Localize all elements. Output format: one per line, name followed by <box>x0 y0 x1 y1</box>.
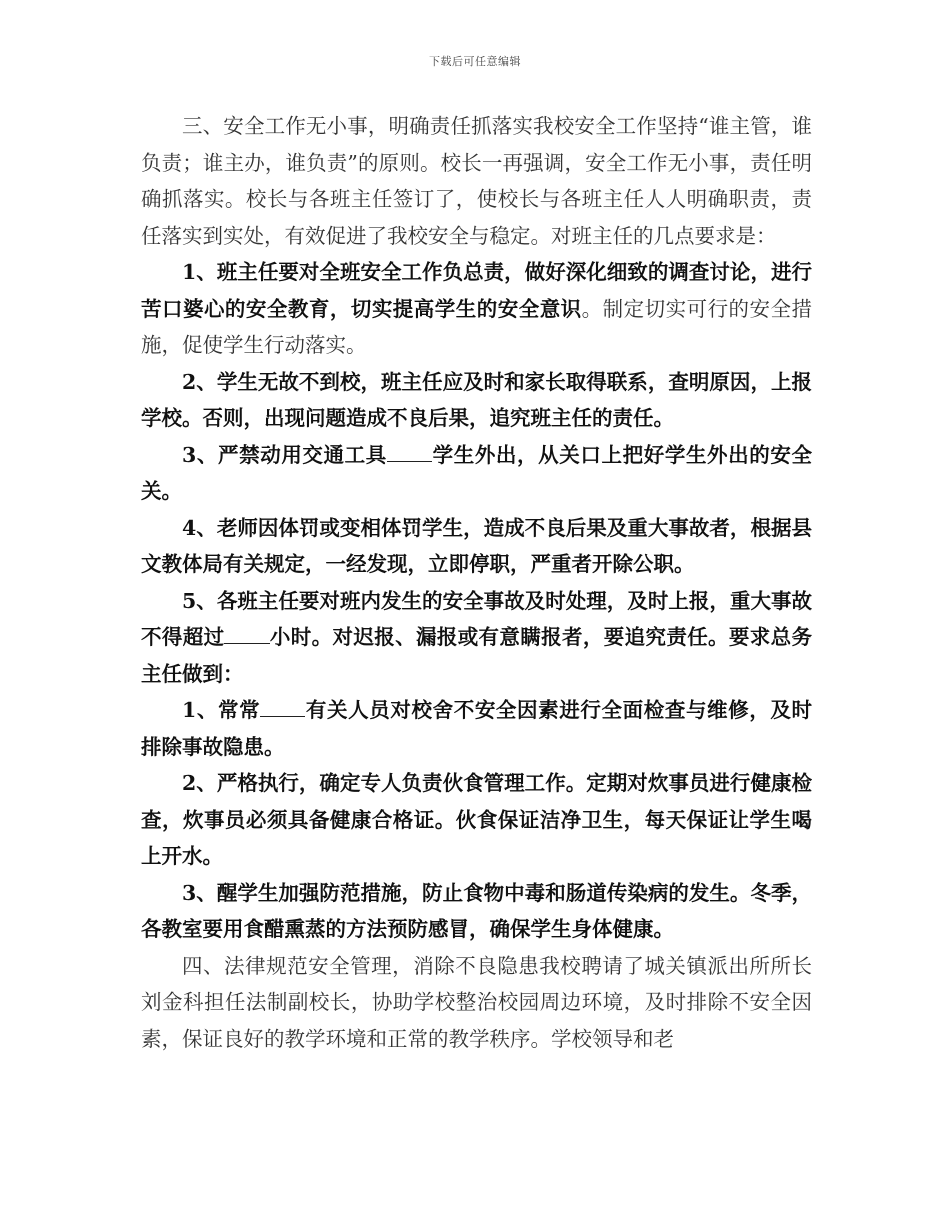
paragraph-text-a: 5、各班主任要对班内发生的安全事故及时处理，及时上报，重大事故不得超过 <box>141 588 812 649</box>
paragraph-text-b: 有关人员对校舍不安全因素进行全面检查与维修，及时排除事故隐患。 <box>141 698 813 759</box>
paragraph-item-2 <box>141 364 812 437</box>
document-body <box>141 108 812 1057</box>
paragraph-text: 2、严格执行，确定专人负责伙食管理工作。定期对炊事员进行健康检查，炊事员必须具备健康合格证。伙食保证洁净卫生，每天保证让学生喝上开水。 <box>141 771 812 868</box>
paragraph-text: 3、醒学生加强防范措施，防止食物中毒和肠道传染病的发生。冬季，各教室要用食醋熏蒸的方法预防感冒，确保学生身体健康。 <box>141 880 812 941</box>
paragraph-text: 三、安全工作无小事，明确责任抓落实我校安全工作坚持“谁主管，谁负责；谁主办，谁负责”的原则。校长一再强调，安全工作无小事，责任明确抓落实。校长与各班主任签订了，使校长与各班主任人人明确职责，责任落实到实处，有效促进了我校安全与稳定。对班主任的几点要求是： <box>141 114 812 248</box>
paragraph-duty-3 <box>141 875 812 948</box>
paragraph-bold-text: 1、班主任要对全班安全工作负总责，做好深化细致的调查讨论，进行苦口婆心的安全教育，切实提高学生的安全意识 <box>141 260 812 321</box>
paragraph-text: 四、法律规范安全管理，消除不良隐患我校聘请了城关镇派出所所长刘金科担任法制副校长，协助学校整治校园周边环境，及时排除不安全因素，保证良好的教学环境和正常的教学秩序。学校领导和老 <box>141 953 812 1051</box>
page-header: 下载后可任意编辑 <box>429 55 521 68</box>
paragraph-section-four <box>141 948 812 1058</box>
paragraph-text: 4、老师因体罚或变相体罚学生，造成不良后果及重大事故者，根据县文教体局有关规定，一经发现，立即停职，严重者开除公职。 <box>141 515 812 576</box>
paragraph-text-a: 1、常常 <box>182 698 261 722</box>
paragraph-item-3 <box>141 437 812 510</box>
paragraph-text: 2、学生无故不到校，班主任应及时和家长取得联系，查明原因，上报学校。否则，出现问题造成不良后果，追究班主任的责任。 <box>141 369 812 430</box>
fill-in-blank <box>387 442 432 461</box>
fill-in-blank <box>224 625 269 644</box>
paragraph-section-three <box>141 108 812 254</box>
paragraph-item-1 <box>141 254 812 364</box>
fill-in-blank <box>260 698 305 717</box>
paragraph-text-b: 小时。对迟报、漏报或有意瞒报者，要追究责任。要求总务主任做到： <box>141 625 813 686</box>
paragraph-duty-2 <box>141 765 812 875</box>
paragraph-light-text: 。制定切实可行的安全措施，促使学生行动落实。 <box>141 296 813 357</box>
paragraph-text-a: 3、严禁动用交通工具 <box>182 442 387 467</box>
paragraph-item-4 <box>141 510 812 583</box>
paragraph-duty-1 <box>141 692 812 765</box>
paragraph-text-b: 学生外出，从关口上把好学生外出的安全关。 <box>141 442 813 503</box>
paragraph-item-5 <box>141 583 812 693</box>
